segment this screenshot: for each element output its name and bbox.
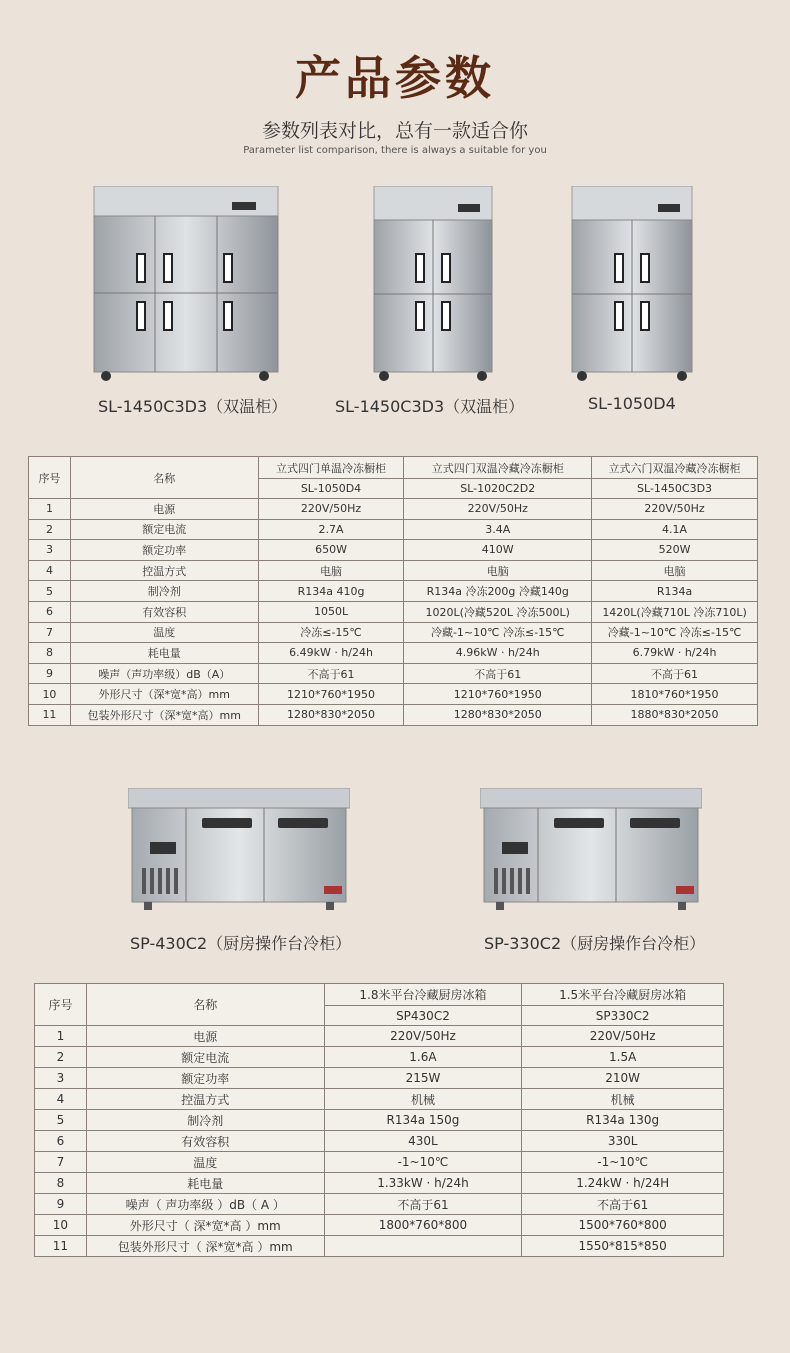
row-value: 215W [324, 1068, 522, 1089]
row-name: 控温方式 [70, 560, 258, 581]
row-name: 控温方式 [86, 1089, 324, 1110]
row-value: 电脑 [404, 560, 592, 581]
row-value: 1050L [258, 601, 404, 622]
table-row [35, 1047, 724, 1068]
row-value: 不高于61 [324, 1194, 522, 1215]
product-model: SL-1450C3D3 [592, 479, 758, 499]
row-value: 1210*760*1950 [258, 684, 404, 705]
product-type: 立式四门双温冷藏冷冻橱柜 [404, 457, 592, 479]
row-value: 1810*760*1950 [592, 684, 758, 705]
product-model: SP330C2 [522, 1006, 724, 1026]
counter-fridge-image [128, 788, 350, 912]
row-name: 包装外形尺寸（深*宽*高）mm [70, 704, 258, 725]
row-value: 电脑 [258, 560, 404, 581]
table-row [35, 1215, 724, 1236]
row-value [324, 1236, 522, 1257]
product-type: 1.8米平台冷藏厨房冰箱 [324, 984, 522, 1006]
table-row [29, 643, 758, 664]
page-subtitle: 参数列表对比，总有一款适合你 [261, 120, 528, 142]
row-value: 冷藏-1~10℃ 冷冻≤-15℃ [404, 622, 592, 643]
row-value: 210W [522, 1068, 724, 1089]
row-name: 外形尺寸（深*宽*高）mm [70, 684, 258, 705]
row-value: 6.79kW · h/24h [592, 643, 758, 664]
table-row [29, 499, 758, 520]
row-name: 额定电流 [70, 519, 258, 540]
row-value: 220V/50Hz [592, 499, 758, 520]
page-title: 产品参数 [295, 51, 495, 105]
table-row [29, 704, 758, 725]
product-caption: SP-430C2（厨房操作台冷柜） [130, 934, 352, 953]
row-value: 6.49kW · h/24h [258, 643, 404, 664]
row-value: 1420L(冷藏710L 冷冻710L) [592, 601, 758, 622]
row-number: 4 [35, 1089, 87, 1110]
row-value: 1.5A [522, 1047, 724, 1068]
row-number: 5 [29, 581, 71, 602]
row-name: 包装外形尺寸（ 深*宽*高 ）mm [86, 1236, 324, 1257]
row-name: 噪声（ 声功率级 ）dB（ A ） [86, 1194, 324, 1215]
row-name: 有效容积 [86, 1131, 324, 1152]
row-number: 8 [35, 1173, 87, 1194]
table-row [35, 1089, 724, 1110]
row-value: 1280*830*2050 [404, 704, 592, 725]
row-name: 温度 [86, 1152, 324, 1173]
row-value: 1800*760*800 [324, 1215, 522, 1236]
four-door-fridge-image [372, 186, 494, 382]
row-name: 有效容积 [70, 601, 258, 622]
table-row [29, 519, 758, 540]
row-value: 1500*760*800 [522, 1215, 724, 1236]
row-value: 650W [258, 540, 404, 561]
table-row [35, 1068, 724, 1089]
row-value: 3.4A [404, 519, 592, 540]
row-number: 6 [29, 601, 71, 622]
row-number: 7 [35, 1152, 87, 1173]
row-value: -1~10℃ [324, 1152, 522, 1173]
row-value: 220V/50Hz [258, 499, 404, 520]
table-row [35, 1173, 724, 1194]
row-name: 耗电量 [86, 1173, 324, 1194]
row-name: 额定电流 [86, 1047, 324, 1068]
row-value: R134a 410g [258, 581, 404, 602]
row-value: 1210*760*1950 [404, 684, 592, 705]
row-name: 制冷剂 [86, 1110, 324, 1131]
row-number: 1 [35, 1026, 87, 1047]
table-row [29, 581, 758, 602]
col-header-name: 名称 [86, 984, 324, 1026]
row-value: R134a 冷冻200g 冷藏140g [404, 581, 592, 602]
row-value: 1880*830*2050 [592, 704, 758, 725]
row-value: 机械 [324, 1089, 522, 1110]
row-number: 2 [35, 1047, 87, 1068]
row-value: 冷藏-1~10℃ 冷冻≤-15℃ [592, 622, 758, 643]
product-model: SL-1050D4 [258, 479, 404, 499]
page-subtitle-en: Parameter list comparison, there is always a suitable for you [243, 145, 547, 156]
table-row [29, 560, 758, 581]
row-value: 4.1A [592, 519, 758, 540]
four-door-fridge-image-2 [570, 186, 694, 382]
row-name: 外形尺寸（ 深*宽*高 ）mm [86, 1215, 324, 1236]
row-value: 1.24kW · h/24H [522, 1173, 724, 1194]
col-header-name: 名称 [70, 457, 258, 499]
product-model: SL-1020C2D2 [404, 479, 592, 499]
row-value: 不高于61 [404, 663, 592, 684]
row-number: 11 [35, 1236, 87, 1257]
row-name: 噪声（声功率级）dB（A） [70, 663, 258, 684]
row-value: 不高于61 [592, 663, 758, 684]
table-row [29, 540, 758, 561]
row-value: 不高于61 [522, 1194, 724, 1215]
row-value: 520W [592, 540, 758, 561]
product-caption: SL-1450C3D3（双温柜） [98, 397, 288, 416]
row-number: 9 [29, 663, 71, 684]
product-caption: SP-330C2（厨房操作台冷柜） [484, 934, 706, 953]
table-row [35, 1026, 724, 1047]
row-number: 11 [29, 704, 71, 725]
spec-table-counter [34, 983, 724, 1257]
row-value: 机械 [522, 1089, 724, 1110]
row-number: 6 [35, 1131, 87, 1152]
row-value: R134a 130g [522, 1110, 724, 1131]
col-header-no: 序号 [35, 984, 87, 1026]
row-value: -1~10℃ [522, 1152, 724, 1173]
row-number: 7 [29, 622, 71, 643]
row-value: 430L [324, 1131, 522, 1152]
row-value: 冷冻≤-15℃ [258, 622, 404, 643]
product-type: 立式四门单温冷冻橱柜 [258, 457, 404, 479]
table-row [35, 1152, 724, 1173]
row-value: 1280*830*2050 [258, 704, 404, 725]
row-value: 1.6A [324, 1047, 522, 1068]
row-value: 220V/50Hz [522, 1026, 724, 1047]
six-door-fridge-image [92, 186, 280, 382]
row-name: 耗电量 [70, 643, 258, 664]
row-number: 10 [35, 1215, 87, 1236]
row-value: 4.96kW · h/24h [404, 643, 592, 664]
table-row [29, 601, 758, 622]
table-row [35, 1236, 724, 1257]
row-value: 不高于61 [258, 663, 404, 684]
product-type: 立式六门双温冷藏冷冻橱柜 [592, 457, 758, 479]
table-row [35, 1194, 724, 1215]
product-caption: SL-1050D4 [588, 394, 676, 413]
row-value: 电脑 [592, 560, 758, 581]
row-name: 额定功率 [70, 540, 258, 561]
product-type: 1.5米平台冷藏厨房冰箱 [522, 984, 724, 1006]
row-value: 1020L(冷藏520L 冷冻500L) [404, 601, 592, 622]
table-row [29, 684, 758, 705]
row-number: 3 [29, 540, 71, 561]
row-value: 410W [404, 540, 592, 561]
row-number: 2 [29, 519, 71, 540]
row-value: 1.33kW · h/24h [324, 1173, 522, 1194]
row-value: 220V/50Hz [324, 1026, 522, 1047]
row-number: 5 [35, 1110, 87, 1131]
table-row [35, 1131, 724, 1152]
counter-fridge-image-2 [480, 788, 702, 912]
row-number: 3 [35, 1068, 87, 1089]
row-number: 4 [29, 560, 71, 581]
row-value: 330L [522, 1131, 724, 1152]
row-number: 9 [35, 1194, 87, 1215]
product-caption: SL-1450C3D3（双温柜） [335, 397, 525, 416]
row-number: 8 [29, 643, 71, 664]
col-header-no: 序号 [29, 457, 71, 499]
row-name: 温度 [70, 622, 258, 643]
table-row [35, 1110, 724, 1131]
row-name: 额定功率 [86, 1068, 324, 1089]
row-value: 2.7A [258, 519, 404, 540]
row-value: 220V/50Hz [404, 499, 592, 520]
row-value: R134a [592, 581, 758, 602]
row-number: 1 [29, 499, 71, 520]
row-value: 1550*815*850 [522, 1236, 724, 1257]
table-row [29, 663, 758, 684]
row-value: R134a 150g [324, 1110, 522, 1131]
spec-table-upright [28, 456, 758, 726]
row-name: 制冷剂 [70, 581, 258, 602]
row-name: 电源 [86, 1026, 324, 1047]
row-number: 10 [29, 684, 71, 705]
product-model: SP430C2 [324, 1006, 522, 1026]
table-row [29, 622, 758, 643]
row-name: 电源 [70, 499, 258, 520]
